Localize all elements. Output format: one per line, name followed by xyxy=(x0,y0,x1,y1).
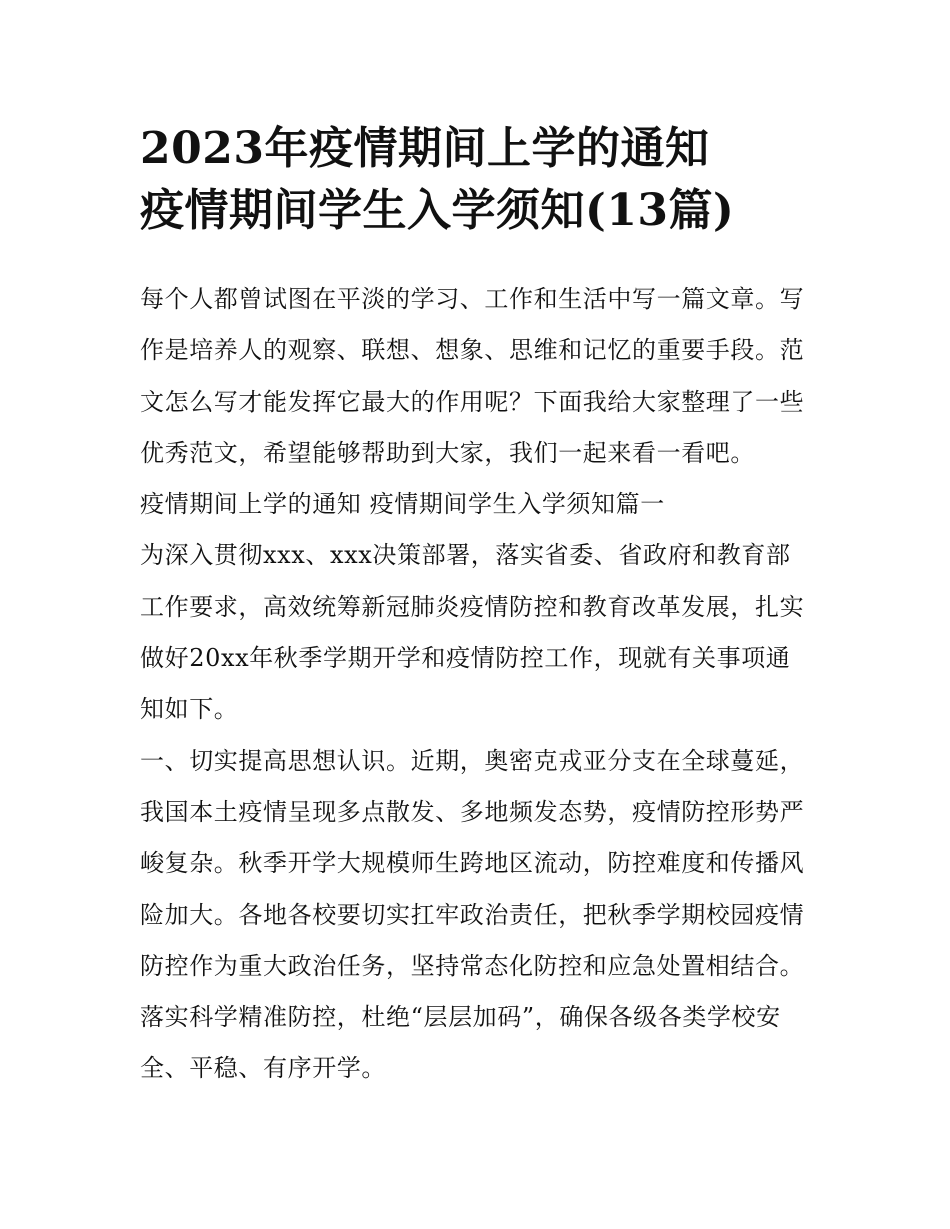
document-title xyxy=(140,118,820,242)
section-heading: 疫情期间上学的通知 疫情期间学生入学须知篇一 xyxy=(140,490,665,519)
body-line: 全、平稳、有序开学。 xyxy=(140,1054,386,1083)
body-line: 落实科学精准防控，杜绝“层层加码”，确保各级各类学校安 xyxy=(140,1003,781,1032)
body-line: 险加大。各地各校要切实扛牢政治责任，把秋季学期校园疫情 xyxy=(140,900,805,929)
body-line: 一、切实提高思想认识。近期，奥密克戎亚分支在全球蔓延， xyxy=(140,746,805,775)
body-line: 防控作为重大政治任务，坚持常态化防控和应急处置相结合。 xyxy=(140,951,805,980)
body-line: 文怎么写才能发挥它最大的作用呢？下面我给大家整理了一些 xyxy=(140,387,805,416)
body-line: 知如下。 xyxy=(140,695,239,724)
body-line: 每个人都曾试图在平淡的学习、工作和生活中写一篇文章。写 xyxy=(140,285,805,313)
document-body xyxy=(140,274,820,1095)
body-line: 做好20xx年秋季学期开学和疫情防控工作，现就有关事项通 xyxy=(140,644,791,673)
title-line-2: 疫情期间学生入学须知(13篇) xyxy=(140,185,735,236)
body-line: 峻复杂。秋季开学大规模师生跨地区流动，防控难度和传播风 xyxy=(140,849,805,878)
body-line: 优秀范文，希望能够帮助到大家，我们一起来看一看吧。 xyxy=(140,438,755,467)
title-line-1: 2023年疫情期间上学的通知 xyxy=(140,123,710,174)
body-line: 我国本土疫情呈现多点散发、多地频发态势，疫情防控形势严 xyxy=(140,797,805,826)
body-line: 工作要求，高效统筹新冠肺炎疫情防控和教育改革发展，扎实 xyxy=(140,592,805,621)
body-line: 作是培养人的观察、联想、想象、思维和记忆的重要手段。范 xyxy=(140,336,805,365)
body-line: 为深入贯彻xxx、xxx决策部署，落实省委、省政府和教育部 xyxy=(140,541,791,570)
